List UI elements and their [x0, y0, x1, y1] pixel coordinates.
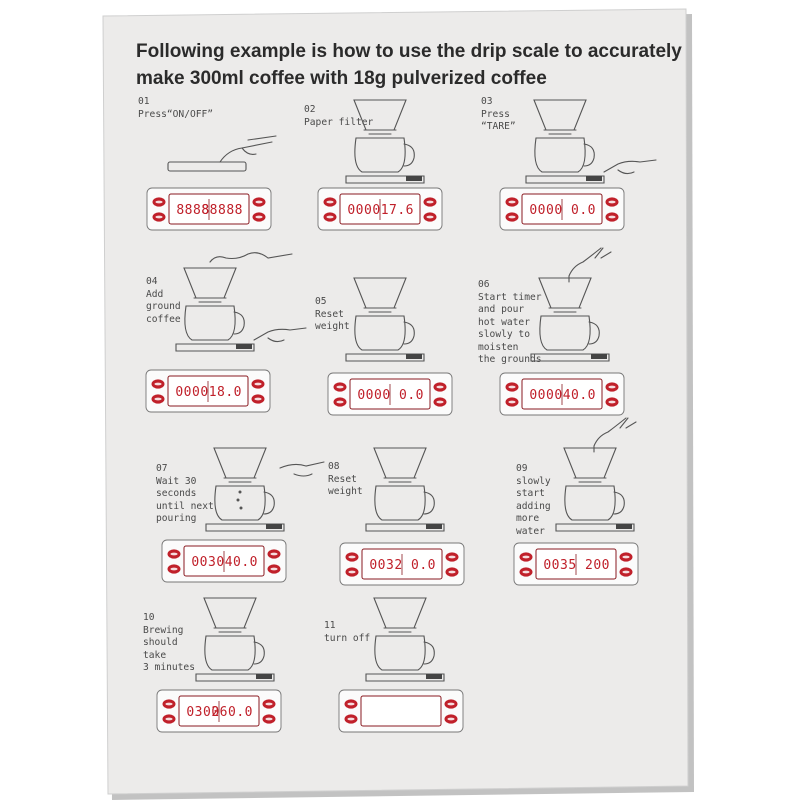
weight-readout: 260.0 — [211, 705, 253, 720]
step-text-line: the grounds — [478, 354, 542, 365]
step-number: 08 — [328, 461, 340, 472]
hand-icon — [254, 328, 306, 342]
hand-icon — [604, 160, 656, 174]
hand-icon — [220, 136, 276, 162]
step-text-line: start — [516, 488, 545, 499]
carafe-icon — [565, 486, 624, 520]
page-title: Following example is how to use the drip scale to accurately make 300ml coffee with 18g pulverized coffee — [136, 41, 682, 89]
step-10-illustration — [157, 598, 281, 732]
pour-stream-icon — [569, 248, 601, 282]
weight-readout: 40.0 — [224, 555, 258, 570]
step-text-line: should — [143, 637, 178, 648]
step-text-line: more — [516, 513, 540, 524]
step-text-line: 3 minutes — [143, 662, 195, 673]
step-number: 03 — [481, 96, 493, 107]
carafe-icon — [535, 138, 594, 172]
step-text-line: Wait 30 — [156, 475, 197, 487]
weight-readout: 17.6 — [380, 203, 414, 218]
timer-readout: 0000 — [357, 388, 391, 403]
dripper-cone-icon — [354, 100, 406, 130]
step-text-line: Reset — [315, 308, 344, 320]
step-text-line: take — [143, 649, 167, 661]
scale-display-icon — [406, 176, 422, 181]
step-number: 11 — [324, 620, 336, 631]
step-03-illustration — [500, 100, 656, 230]
step-07-illustration — [162, 448, 324, 582]
step-02-illustration — [318, 100, 442, 230]
scale-display-icon — [426, 674, 442, 679]
carafe-icon — [375, 486, 434, 520]
weight-readout: 88888 — [201, 203, 243, 218]
step-06-illustration — [500, 248, 624, 415]
weight-readout: 18.0 — [208, 385, 242, 400]
step-05-illustration — [328, 278, 452, 415]
timer-readout: 0032 — [369, 558, 403, 573]
dripper-cone-icon — [374, 448, 426, 478]
step-text-line: hot water — [478, 316, 530, 328]
timer-readout: 0300 — [186, 705, 220, 720]
kettle-spout-icon — [595, 248, 611, 258]
timer-readout: 0000 — [175, 385, 209, 400]
weight-readout: 0.0 — [411, 558, 436, 573]
step-text-line: until next — [156, 500, 214, 512]
step-text-line: pouring — [156, 513, 197, 524]
step-text-line: weight — [328, 486, 363, 497]
step-text-line: Paper filter — [304, 116, 374, 128]
timer-readout: 0000 — [529, 203, 563, 218]
step-text-line: adding — [516, 500, 551, 512]
timer-readout: 0000 — [529, 388, 563, 403]
step-text-line: turn off — [324, 632, 371, 644]
step-text-line: Reset — [328, 473, 357, 485]
step-text-line: coffee — [146, 313, 181, 325]
step-text-line: Press“ON/OFF” — [138, 108, 214, 120]
step-number: 06 — [478, 279, 490, 290]
timer-readout: 0030 — [191, 555, 225, 570]
scale-display-icon — [256, 674, 272, 679]
carafe-icon — [355, 138, 414, 172]
scale-display-icon — [591, 354, 607, 359]
dripper-cone-icon — [354, 278, 406, 308]
step-text-line: Brewing — [143, 624, 184, 636]
step-text-line: moisten — [478, 341, 519, 353]
step-text-line: Start timer — [478, 291, 542, 303]
step-text-line: slowly — [516, 475, 551, 487]
dripper-cone-icon — [204, 598, 256, 628]
dripper-cone-icon — [184, 268, 236, 298]
step-number: 02 — [304, 104, 316, 115]
pour-stream-icon — [594, 418, 626, 452]
scale-display-icon — [266, 524, 282, 529]
carafe-icon — [375, 636, 434, 670]
lcd-window — [361, 696, 441, 726]
dripper-cone-icon — [374, 598, 426, 628]
timer-readout: 0000 — [347, 203, 381, 218]
weight-readout: 40.0 — [562, 388, 596, 403]
step-number: 07 — [156, 463, 168, 474]
step-08-illustration — [340, 448, 464, 585]
drop-icon — [240, 507, 243, 510]
spoon-hand-icon — [210, 253, 292, 262]
step-text-line: slowly to — [478, 329, 530, 340]
step-number: 09 — [516, 463, 528, 474]
weight-readout: 0.0 — [571, 203, 596, 218]
dripper-cone-icon — [214, 448, 266, 478]
weight-readout: 200 — [585, 558, 610, 573]
carafe-icon — [540, 316, 599, 350]
step-text-line: “TARE” — [481, 121, 516, 132]
step-number: 04 — [146, 276, 158, 287]
timer-readout: 0035 — [543, 558, 577, 573]
step-text-line: water — [516, 525, 545, 537]
step-text-line: Add — [146, 288, 164, 300]
step-09-illustration — [514, 418, 638, 585]
kettle-spout-icon — [620, 418, 636, 428]
step-04-illustration — [146, 253, 306, 412]
step-number: 01 — [138, 96, 150, 107]
step-number: 10 — [143, 612, 155, 623]
step-01-illustration — [147, 136, 276, 230]
step-text-line: seconds — [156, 488, 197, 499]
weight-readout: 0.0 — [399, 388, 424, 403]
step-11-illustration — [339, 598, 463, 732]
hand-icon — [280, 462, 324, 476]
step-text-line: weight — [315, 321, 350, 332]
step-text-line: ground — [146, 301, 181, 312]
drop-icon — [239, 491, 242, 494]
dripper-cone-icon — [564, 448, 616, 478]
drop-icon — [237, 499, 240, 502]
step-text-line: and pour — [478, 304, 525, 315]
scale-display-icon — [236, 344, 252, 349]
dripper-cone-icon — [534, 100, 586, 130]
dripper-cone-icon — [539, 278, 591, 308]
timer-readout: 8888 — [176, 203, 210, 218]
scale-display-icon — [426, 524, 442, 529]
carafe-icon — [215, 486, 274, 520]
carafe-icon — [185, 306, 244, 340]
step-text-line: Press — [481, 108, 510, 120]
carafe-icon — [355, 316, 414, 350]
carafe-icon — [205, 636, 264, 670]
scale-display-icon — [616, 524, 632, 529]
scale-base-icon — [168, 162, 246, 171]
scale-display-icon — [406, 354, 422, 359]
step-number: 05 — [315, 296, 327, 307]
scale-display-icon — [586, 176, 602, 181]
